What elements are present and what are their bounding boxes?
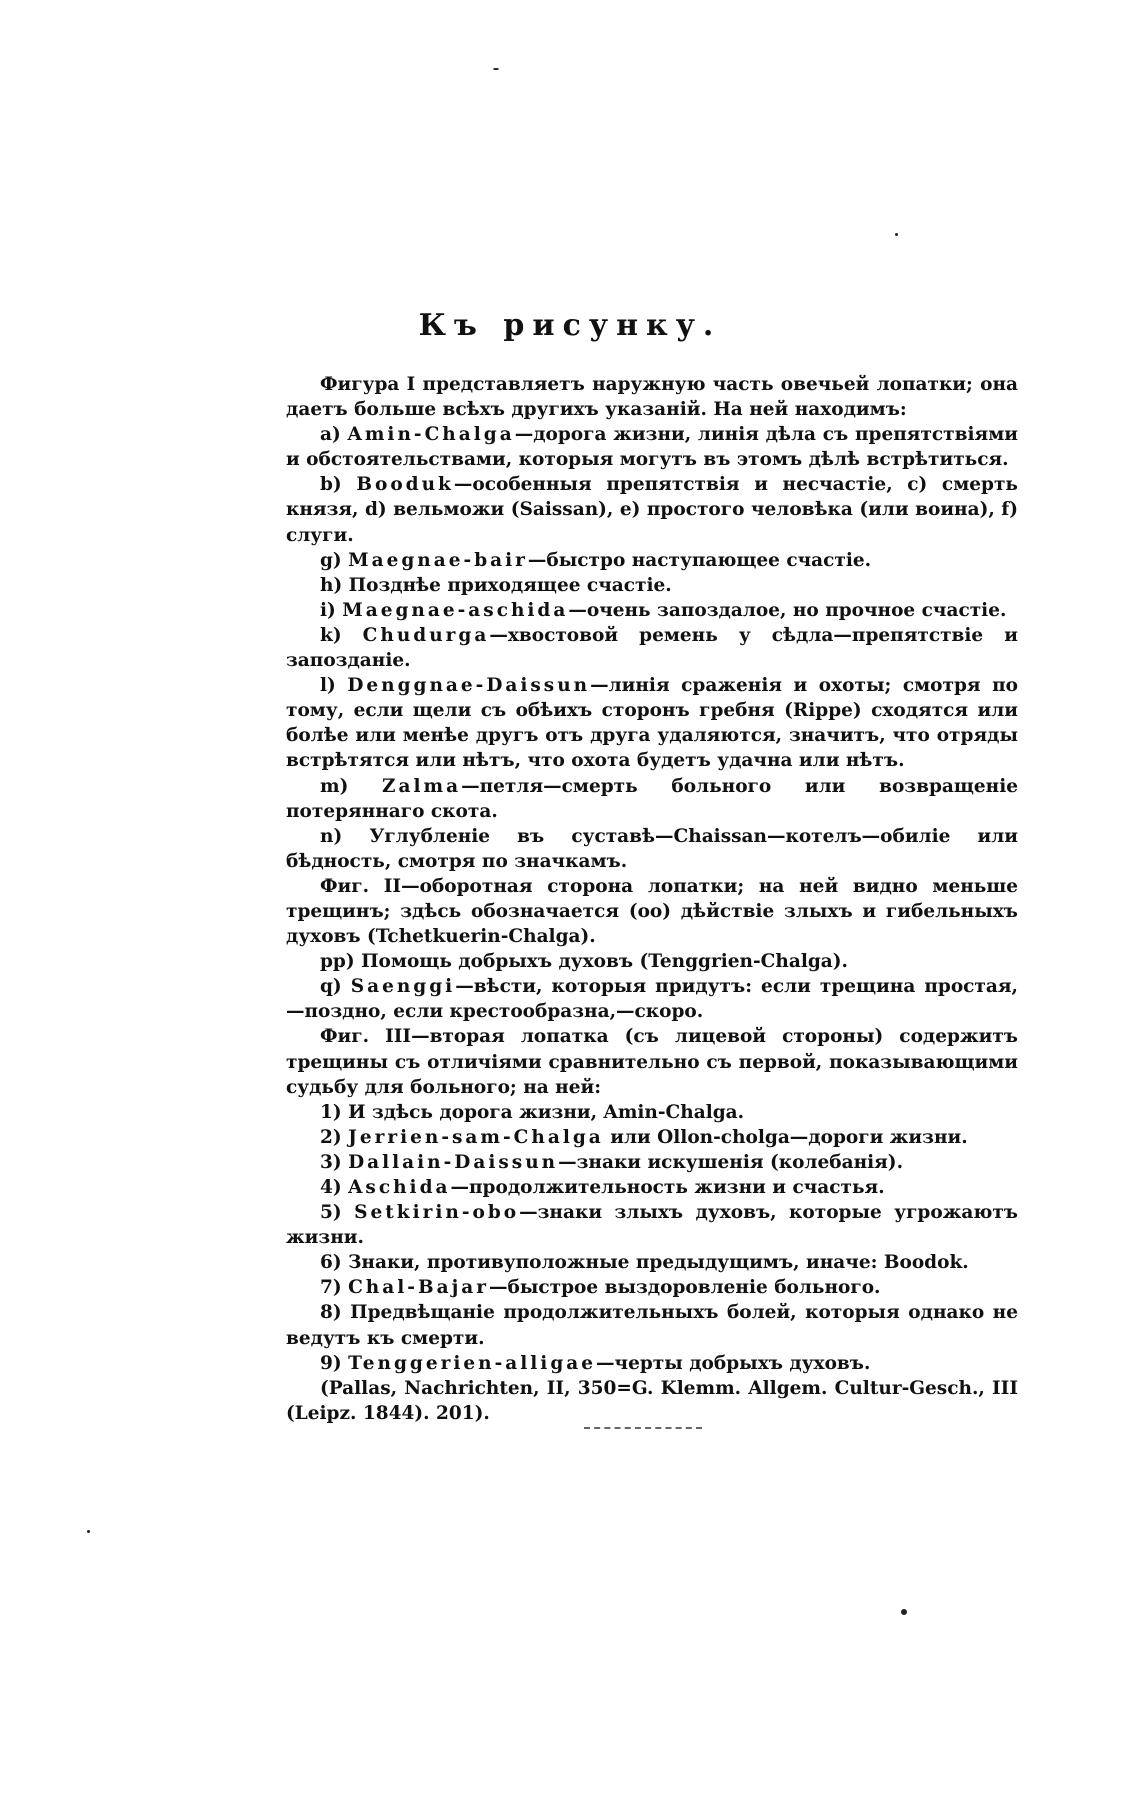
item-label: h)	[320, 574, 349, 596]
item-text: Позднѣе приходящее счастіе.	[348, 574, 672, 596]
item-label: l)	[320, 675, 348, 697]
item-label: pp)	[320, 951, 362, 973]
paragraph-8	[286, 1300, 1018, 1350]
item-term: Dallain-Daissun	[348, 1151, 559, 1173]
item-label: b)	[320, 474, 357, 496]
item-label: n)	[320, 825, 370, 847]
print-speck	[901, 1609, 907, 1615]
paragraph-6	[286, 1250, 1018, 1275]
item-text: —очень запоздалое, но прочное счастіе.	[568, 599, 1007, 621]
paragraph-h	[286, 573, 1018, 598]
item-term: Booduk	[356, 474, 454, 496]
item-term: Maegnae-aschida	[342, 599, 569, 621]
item-text: И здѣсь дорога жизни, Amin-Chalga.	[348, 1101, 745, 1123]
paragraph-5	[286, 1200, 1018, 1250]
item-label: 5)	[320, 1202, 355, 1224]
item-text: —дорога жизни, линія дѣла съ препятствіями и обстоятельствами, которыя могутъ въ этомъ дѣлѣ встрѣтиться.	[286, 424, 1018, 471]
item-term: Setkirin-obo	[354, 1202, 520, 1224]
page-title: Къ рисунку.	[418, 308, 722, 343]
paragraph-1	[286, 1100, 1018, 1125]
item-term: Amin-Chalga	[347, 424, 515, 446]
paragraph-g	[286, 548, 1018, 573]
item-term: Tenggerien-alligae	[348, 1352, 597, 1374]
item-text: —петля—смерть больного или возвращеніе потеряннаго скота.	[286, 775, 1018, 822]
paragraph-n	[286, 824, 1018, 874]
paragraph-q	[286, 974, 1018, 1024]
paragraph-fig3: Фиг. III—вторая лопатка (съ лицевой стороны) содержитъ трещины съ отличіями сравнительно съ первой, показывающими судьбу для больного; на ней:	[286, 1026, 1018, 1098]
item-term: Jerrien-sam-Chalga	[348, 1126, 604, 1148]
item-term: Denggnae-Daissun	[347, 675, 591, 697]
item-label: 4)	[320, 1177, 349, 1198]
legend-text	[286, 372, 1018, 1426]
print-speck	[493, 68, 499, 70]
item-text: Знаки, противуположные предыдущимъ, иначе: Boodok.	[348, 1252, 969, 1274]
item-term: Aschida	[348, 1177, 451, 1198]
item-text: —особенныя препятствія и несчастіе, c) смерть князя, d) вельможи (Saissan), e) простого человѣка (или воина), f) слуги.	[286, 474, 1018, 546]
item-label: 6)	[320, 1252, 349, 1274]
item-label: 9)	[320, 1352, 349, 1374]
item-label: m)	[320, 775, 383, 797]
item-label: a)	[320, 424, 348, 446]
paragraph-reference: (Pallas, Nachrichten, II, 350=G. Klemm. Allgem. Cultur-Gesch., III (Leipz. 1844). 201).	[286, 1377, 1018, 1424]
item-text: —знаки искушенія (колебанія).	[558, 1151, 904, 1173]
item-term: Chudurga	[362, 624, 490, 646]
item-text: —вѣсти, которыя придутъ: если трещина простая,—поздно, если крестообразна,—скоро.	[286, 976, 1018, 1023]
item-text: —знаки злыхъ духовъ, которые угрожаютъ жизни.	[286, 1202, 1018, 1249]
paragraph-2	[286, 1125, 1018, 1150]
paragraph-fig2: Фиг. II—оборотная сторона лопатки; на ней видно меньше трещинъ; здѣсь обозначается (оо) дѣйствіе злыхъ и гибельныхъ духовъ (Tchetkuerin-Chalga).	[286, 875, 1018, 948]
item-text: Предвѣщаніе продолжительныхъ болей, которыя однако не ведутъ къ смерти.	[286, 1302, 1018, 1349]
item-label: k)	[320, 624, 363, 646]
item-label: 7)	[320, 1277, 349, 1299]
paragraph-a	[286, 422, 1018, 472]
paragraph-7	[286, 1275, 1018, 1300]
item-label: q)	[320, 976, 351, 998]
paragraph-l	[286, 673, 1018, 773]
paragraph-intro: Фигура I представляетъ наружную часть овечьей лопатки; она даетъ больше всѣхъ другихъ указаній. На ней находимъ:	[286, 374, 1018, 421]
item-text: —черты добрыхъ духовъ.	[596, 1352, 871, 1374]
item-label: g)	[320, 549, 349, 571]
item-term: Chal-Bajar	[348, 1277, 489, 1299]
item-text: Помощь добрыхъ духовъ (Tenggrien-Chalga).	[361, 951, 848, 973]
print-speck	[87, 1530, 90, 1533]
item-text: Углубленіе въ суставѣ—Chaissan—котелъ—обиліе или бѣдность, смотря по значкамъ.	[286, 825, 1018, 872]
print-speck	[895, 233, 898, 236]
paragraph-9	[286, 1351, 1018, 1376]
paragraph-m	[286, 774, 1018, 824]
item-text: —продолжительность жизни и счастья.	[450, 1177, 885, 1198]
paragraph-3	[286, 1150, 1018, 1175]
section-divider	[584, 1427, 702, 1429]
paragraph-i	[286, 598, 1018, 623]
item-text: или Ollon-cholga—дороги жизни.	[603, 1126, 968, 1148]
item-text: —хвостовой ремень у сѣдла—препятствіе и запозданіе.	[286, 624, 1018, 672]
item-label: 1)	[320, 1101, 349, 1123]
item-label: 3)	[320, 1151, 349, 1173]
item-label: 8)	[320, 1302, 351, 1324]
paragraph-b	[286, 472, 1018, 547]
item-text: —линія сраженія и охоты; смотря по тому, если щели съ обѣихъ сторонъ гребня (Rippe) сходятся или болѣе или менѣе другъ отъ друга удаляются, значитъ, что отряды встрѣтятся или нѣтъ, что охота будетъ удачна или нѣтъ.	[286, 675, 1018, 772]
paragraph-k	[286, 623, 1018, 673]
item-label: 2)	[320, 1126, 349, 1148]
item-text: —быстрое выздоровленіе больного.	[489, 1277, 881, 1299]
item-term: Saenggi	[350, 976, 456, 998]
item-text: —быстро наступающее счастіе.	[527, 549, 872, 571]
paragraph-4	[286, 1175, 1018, 1200]
item-term: Maegnae-bair	[348, 549, 528, 571]
paragraph-pp	[286, 949, 1018, 974]
item-term: Zalma	[382, 775, 462, 797]
item-label: i)	[320, 599, 343, 621]
